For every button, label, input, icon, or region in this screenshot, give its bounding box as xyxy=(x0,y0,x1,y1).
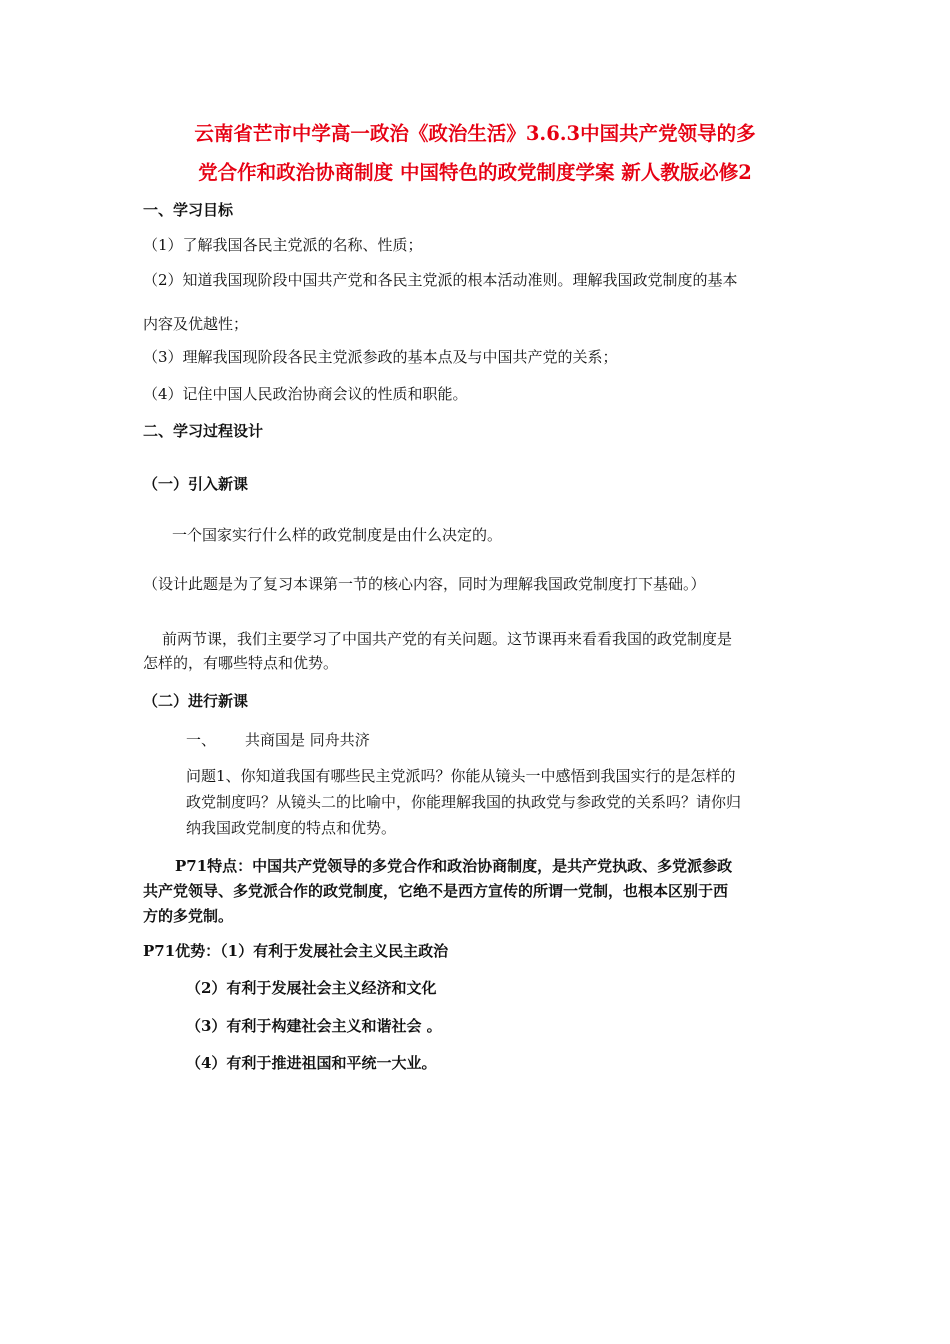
section-heading-objectives: 一、学习目标 xyxy=(143,201,234,219)
objective-line: （2）知道我国现阶段中国共产党和各民主党派的根本活动准则。理解我国政党制度的基本 xyxy=(143,271,738,289)
objective-line: （3）理解我国现阶段各民主党派参政的基本点及与中国共产党的关系； xyxy=(143,348,618,366)
features-line: 方的多党制。 xyxy=(143,907,234,925)
document-title-line-1: 云南省芒市中学高一政治《政治生活》3.6.3中国共产党领导的多 xyxy=(194,122,756,145)
advantage-item: （4）有利于推进祖国和平统一大业。 xyxy=(186,1054,437,1072)
design-note: （设计此题是为了复习本课第一节的核心内容，同时为理解我国政党制度打下基础。） xyxy=(143,575,706,593)
subsection-title: 共商国是 同舟共济 xyxy=(245,731,370,749)
section-heading-process: 二、学习过程设计 xyxy=(143,422,264,440)
features-line: 共产党领导、多党派合作的政党制度，它绝不是西方宣传的所谓一党制，也根本区别于西 xyxy=(143,882,729,900)
advantage-item: P71优势：（1）有利于发展社会主义民主政治 xyxy=(143,942,449,960)
question-line: 纳我国政党制度的特点和优势。 xyxy=(186,819,397,837)
document-title-line-2: 党合作和政治协商制度 中国特色的政党制度学案 新人教版必修2 xyxy=(198,161,752,184)
question-line: 政党制度吗？从镜头二的比喻中，你能理解我国的执政党与参政党的关系吗？请你归 xyxy=(186,793,742,811)
transition-paragraph-line: 怎样的，有哪些特点和优势。 xyxy=(143,654,339,672)
features-line: P71特点：中国共产党领导的多党合作和政治协商制度，是共产党执政、多党派参政 xyxy=(175,857,733,875)
subsection-number: 一、 xyxy=(186,731,217,749)
part-heading-intro: （一）引入新课 xyxy=(143,475,249,493)
advantage-item: （3）有利于构建社会主义和谐社会 。 xyxy=(186,1017,442,1035)
question-line: 问题1、你知道我国有哪些民主党派吗？你能从镜头一中感悟到我国实行的是怎样的 xyxy=(186,767,736,785)
part-heading-new-lesson: （二）进行新课 xyxy=(143,692,249,710)
objective-line: 内容及优越性； xyxy=(143,315,249,333)
objective-line: （1）了解我国各民主党派的名称、性质； xyxy=(143,236,423,254)
advantage-item: （2）有利于发展社会主义经济和文化 xyxy=(186,979,437,997)
intro-question: 一个国家实行什么样的政党制度是由什么决定的。 xyxy=(172,526,503,544)
transition-paragraph-line: 前两节课，我们主要学习了中国共产党的有关问题。这节课再来看看我国的政党制度是 xyxy=(162,630,733,648)
objective-line: （4）记住中国人民政治协商会议的性质和职能。 xyxy=(143,385,468,403)
